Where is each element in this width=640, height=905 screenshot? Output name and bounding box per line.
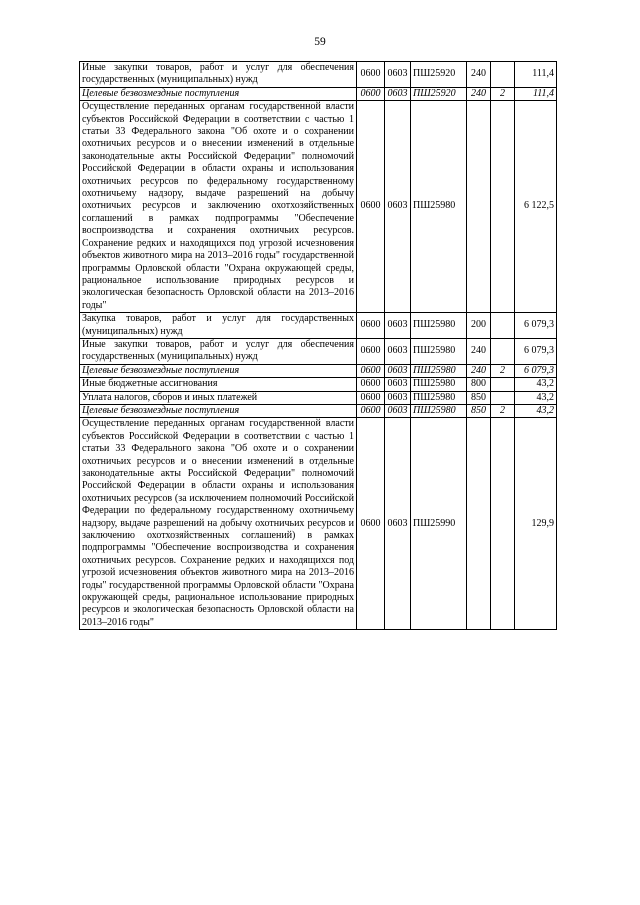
row-src: 2 <box>491 404 515 417</box>
row-src <box>491 378 515 391</box>
row-rzpr: 0603 <box>385 418 411 630</box>
row-src <box>491 418 515 630</box>
table-row <box>80 338 557 364</box>
row-src <box>491 313 515 339</box>
row-name: Уплата налогов, сборов и иных платежей <box>80 391 357 404</box>
row-ved: 0600 <box>357 313 385 339</box>
row-rzpr: 0603 <box>385 378 411 391</box>
row-name: Закупка товаров, работ и услуг для государственных (муниципальных) нужд <box>80 313 357 339</box>
row-csr: ПШ25920 <box>411 87 467 100</box>
row-vr: 240 <box>467 364 491 377</box>
row-csr: ПШ25980 <box>411 378 467 391</box>
row-ved: 0600 <box>357 378 385 391</box>
row-ved: 0600 <box>357 62 385 88</box>
row-amount: 43,2 <box>515 378 557 391</box>
row-vr: 240 <box>467 87 491 100</box>
row-rzpr: 0603 <box>385 101 411 313</box>
row-vr: 800 <box>467 378 491 391</box>
row-rzpr: 0603 <box>385 364 411 377</box>
row-name: Иные бюджетные ассигнования <box>80 378 357 391</box>
table-row <box>80 101 557 313</box>
row-src <box>491 62 515 88</box>
table-row <box>80 404 557 417</box>
table-row <box>80 364 557 377</box>
row-amount: 43,2 <box>515 404 557 417</box>
row-rzpr: 0603 <box>385 87 411 100</box>
row-vr: 850 <box>467 404 491 417</box>
row-csr: ПШ25980 <box>411 364 467 377</box>
row-src <box>491 338 515 364</box>
row-name: Целевые безвозмездные поступления <box>80 404 357 417</box>
row-name: Целевые безвозмездные поступления <box>80 87 357 100</box>
row-rzpr: 0603 <box>385 313 411 339</box>
table-row <box>80 378 557 391</box>
row-ved: 0600 <box>357 391 385 404</box>
row-csr: ПШ25980 <box>411 404 467 417</box>
row-amount: 6 079,3 <box>515 364 557 377</box>
row-amount: 6 122,5 <box>515 101 557 313</box>
row-amount: 129,9 <box>515 418 557 630</box>
row-vr <box>467 418 491 630</box>
row-name: Целевые безвозмездные поступления <box>80 364 357 377</box>
row-ved: 0600 <box>357 418 385 630</box>
row-ved: 0600 <box>357 364 385 377</box>
budget-table <box>79 61 557 630</box>
row-amount: 111,4 <box>515 62 557 88</box>
row-rzpr: 0603 <box>385 391 411 404</box>
row-csr: ПШ25980 <box>411 313 467 339</box>
row-rzpr: 0603 <box>385 62 411 88</box>
row-rzpr: 0603 <box>385 404 411 417</box>
page-number: 59 <box>314 36 326 48</box>
row-vr: 850 <box>467 391 491 404</box>
row-name: Иные закупки товаров, работ и услуг для обеспечения государственных (муниципальных) нужд <box>80 62 357 88</box>
row-amount: 111,4 <box>515 87 557 100</box>
row-vr: 240 <box>467 338 491 364</box>
row-rzpr: 0603 <box>385 338 411 364</box>
row-src <box>491 391 515 404</box>
row-csr: ПШ25980 <box>411 338 467 364</box>
row-name: Осуществление переданных органам государственной власти субъектов Российской Федерации в соответствии с частью 1 статьи 33 Федерального закона "Об охоте и о сохранении охотничьих ресурсов и о внесении изменений в отдельные законодательные акты Российской Федерации" полномочий Российской Федерации в области охраны и использования охотничьих ресурсов (за исключением полномочий Российской Федерации по федеральному государственному охотничьему надзору, выдаче разрешений на добычу охотничьих ресурсов и заключению охотхозяйственных соглашений) в рамках подпрограммы "Обеспечение воспроизводства и сохранения охотничьих ресурсов. Сохранение редких и находящихся под угрозой исчезновения объектов животного мира на 2013–2016 годы" государственной программы Орловской области "Охрана окружающей среды, рациональное использование природных ресурсов и экологическая безопасность Орловской области на 2013–2016 годы" <box>80 418 357 630</box>
row-ved: 0600 <box>357 87 385 100</box>
row-src: 2 <box>491 87 515 100</box>
row-src: 2 <box>491 364 515 377</box>
row-ved: 0600 <box>357 101 385 313</box>
row-amount: 6 079,3 <box>515 313 557 339</box>
row-csr: ПШ25980 <box>411 391 467 404</box>
row-csr: ПШ25920 <box>411 62 467 88</box>
table-row <box>80 87 557 100</box>
row-name: Иные закупки товаров, работ и услуг для обеспечения государственных (муниципальных) нужд <box>80 338 357 364</box>
row-name: Осуществление переданных органам государственной власти субъектов Российской Федерации в соответствии с частью 1 статьи 33 Федерального закона "Об охоте и о сохранении охотничьих ресурсов и о внесении изменений в отдельные законодательные акты Российской Федерации" полномочий Российской Федерации в области охраны и использования охотничьих ресурсов по федеральному государственному охотничьему надзору, выдаче разрешений на добычу охотничьих ресурсов и заключению охотхозяйственных соглашений в рамках подпрограммы "Обеспечение воспроизводства и сохранения охотничьих ресурсов. Сохранение редких и находящихся под угрозой исчезновения объектов животного мира на 2013–2016 годы" государственной программы Орловской области "Охрана окружающей среды, рациональное использование природных ресурсов и экологическая безопасность Орловской области на 2013–2016 годы" <box>80 101 357 313</box>
row-src <box>491 101 515 313</box>
table-row <box>80 418 557 630</box>
row-vr: 240 <box>467 62 491 88</box>
row-ved: 0600 <box>357 338 385 364</box>
row-ved: 0600 <box>357 404 385 417</box>
row-csr: ПШ25990 <box>411 418 467 630</box>
table-row <box>80 313 557 339</box>
row-amount: 43,2 <box>515 391 557 404</box>
row-vr: 200 <box>467 313 491 339</box>
table-row <box>80 391 557 404</box>
table-row <box>80 62 557 88</box>
row-vr <box>467 101 491 313</box>
row-csr: ПШ25980 <box>411 101 467 313</box>
row-amount: 6 079,3 <box>515 338 557 364</box>
